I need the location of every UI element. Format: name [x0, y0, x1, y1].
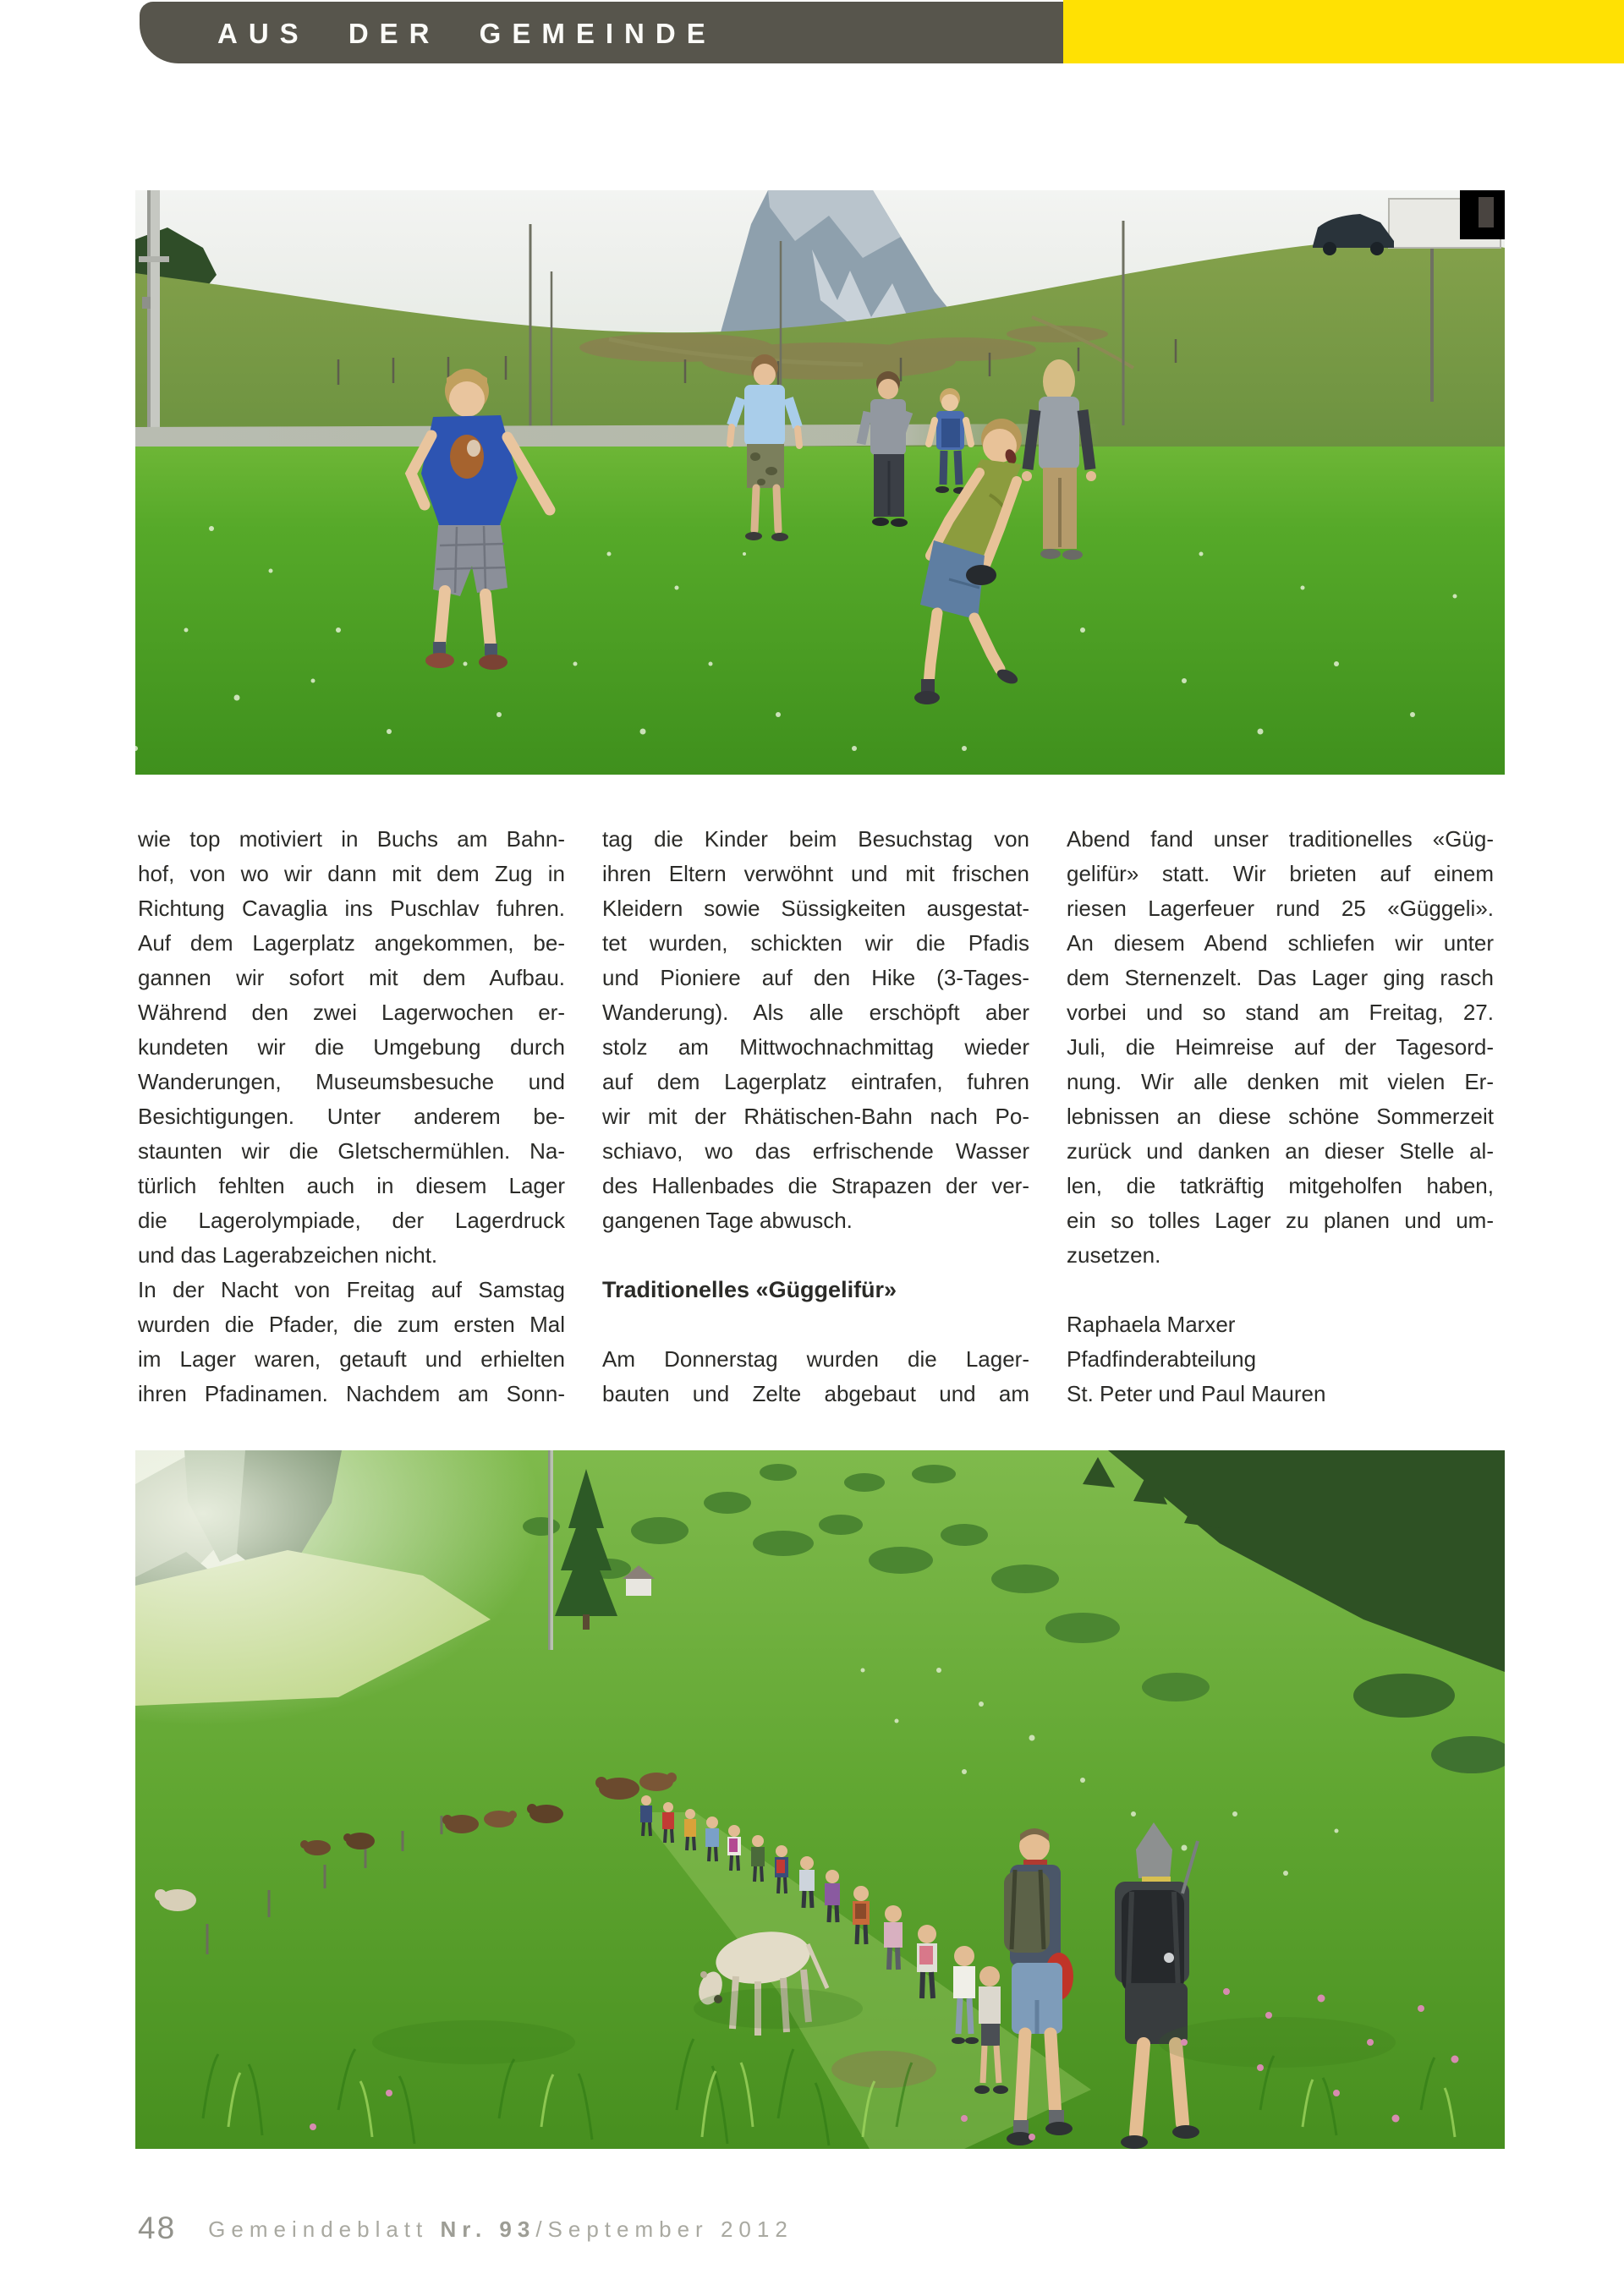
article-column-3 — [1067, 822, 1494, 1411]
text-line: bauten und Zelte abgebaut und am — [602, 1381, 1029, 1406]
issue-date: /September 2012 — [535, 2217, 793, 2242]
text-line: Wanderung). Als alle erschöpft aber — [602, 1000, 1029, 1025]
text-line: wie top motiviert in Buchs am Bahn- — [138, 826, 565, 852]
text-line: Besichtigungen. Unter anderem be- — [138, 1104, 565, 1129]
text-line: des Hallenbades die Strapazen der ver- — [602, 1173, 1029, 1198]
text-block — [1067, 1307, 1494, 1411]
text-block — [602, 822, 1029, 1238]
camp-field-photo — [135, 190, 1505, 775]
text-line: Richtung Cavaglia ins Puschlav fuhren. — [138, 896, 565, 921]
text-line: türlich fehlten auch in diesem Lager — [138, 1173, 565, 1198]
text-line: lebnissen an diese schöne Sommerzeit — [1067, 1104, 1494, 1129]
banner-yellow-block — [1063, 0, 1624, 63]
text-line: Juli, die Heimreise auf der Tagesord- — [1067, 1034, 1494, 1060]
section-banner — [140, 2, 1063, 63]
text-line: schiavo, wo das erfrischende Wasser — [602, 1138, 1029, 1164]
page-number: 48 — [138, 2211, 177, 2245]
section-title: AUS DER GEMEINDE — [217, 18, 716, 49]
text-line: dem Sternenzelt. Das Lager ging rasch — [1067, 965, 1494, 990]
text-line: auf dem Lagerplatz eintrafen, fuhren — [602, 1069, 1029, 1094]
text-line: ihren Pfadinamen. Nachdem am Sonn- — [138, 1381, 565, 1406]
text-line: zusetzen. — [1067, 1242, 1161, 1268]
text-line: An diesem Abend schliefen wir unter — [1067, 930, 1494, 956]
text-line: gannen wir sofort mit dem Aufbau. — [138, 965, 565, 990]
text-line: nung. Wir alle denken mit vielen Er- — [1067, 1069, 1494, 1094]
publication-line — [208, 2217, 793, 2242]
publication-name: Gemeindeblatt — [208, 2217, 441, 2242]
text-line: St. Peter und Paul Mauren — [1067, 1381, 1326, 1406]
text-line: die Lagerolympiade, der Lagerdruck — [138, 1208, 565, 1233]
subheading: Traditionelles «Güggelifür» — [602, 1277, 897, 1302]
text-line: Raphaela Marxer — [1067, 1312, 1236, 1337]
text-line: gangenen Tage abwusch. — [602, 1208, 853, 1233]
text-line: tag die Kinder beim Besuchstag von — [602, 826, 1029, 852]
page-footer — [138, 2211, 793, 2253]
text-line: vorbei und so stand am Freitag, 27. — [1067, 1000, 1494, 1025]
text-block — [138, 1273, 565, 1411]
article-column-1 — [138, 822, 565, 1411]
text-line: Auf dem Lagerplatz angekommen, be- — [138, 930, 565, 956]
text-line: riesen Lagerfeuer rund 25 «Güggeli». — [1067, 896, 1494, 921]
article-column-2 — [602, 822, 1029, 1411]
text-block — [602, 1342, 1029, 1411]
hike-meadow-photo — [135, 1450, 1505, 2149]
issue-number: Nr. 93 — [440, 2217, 536, 2242]
text-line: Während den zwei Lagerwochen er- — [138, 1000, 565, 1025]
text-line: Pfadfinderabteilung — [1067, 1346, 1257, 1372]
text-line: stolz am Mittwochnachmittag wieder — [602, 1034, 1029, 1060]
text-line: und Pioniere auf den Hike (3-Tages- — [602, 965, 1029, 990]
text-line: gelifür» statt. Wir brieten auf einem — [1067, 861, 1494, 886]
text-line: wir mit der Rhätischen-Bahn nach Po- — [602, 1104, 1029, 1129]
text-line: Abend fand unser traditionelles «Güg- — [1067, 826, 1494, 852]
text-line: In der Nacht von Freitag auf Samstag — [138, 1277, 565, 1302]
text-block — [1067, 822, 1494, 1273]
text-line: Kleidern sowie Süssigkeiten ausgestat- — [602, 896, 1029, 921]
text-line: ein so tolles Lager zu planen und um- — [1067, 1208, 1494, 1233]
text-line: und das Lagerabzeichen nicht. — [138, 1242, 438, 1268]
text-line: kundeten wir die Umgebung durch — [138, 1034, 565, 1060]
text-line: Wanderungen, Museumsbesuche und — [138, 1069, 565, 1094]
text-block — [138, 822, 565, 1273]
text-block — [602, 1273, 1029, 1307]
text-line: im Lager waren, getauft und erhielten — [138, 1346, 565, 1372]
flag-pole — [548, 1450, 553, 1650]
text-line: staunten wir die Gletschermühlen. Na- — [138, 1138, 565, 1164]
text-line: hof, von wo wir dann mit dem Zug in — [138, 861, 565, 886]
meadow — [135, 447, 1505, 775]
text-line: ihren Eltern verwöhnt und mit frischen — [602, 861, 1029, 886]
text-line: wurden die Pfader, die zum ersten Mal — [138, 1312, 565, 1337]
text-line: Am Donnerstag wurden die Lager- — [602, 1346, 1029, 1372]
text-line: len, die tatkräftig mitgeholfen haben, — [1067, 1173, 1494, 1198]
text-line: tet wurden, schickten wir die Pfadis — [602, 930, 1029, 956]
text-line: zurück und danken an dieser Stelle al- — [1067, 1138, 1494, 1164]
